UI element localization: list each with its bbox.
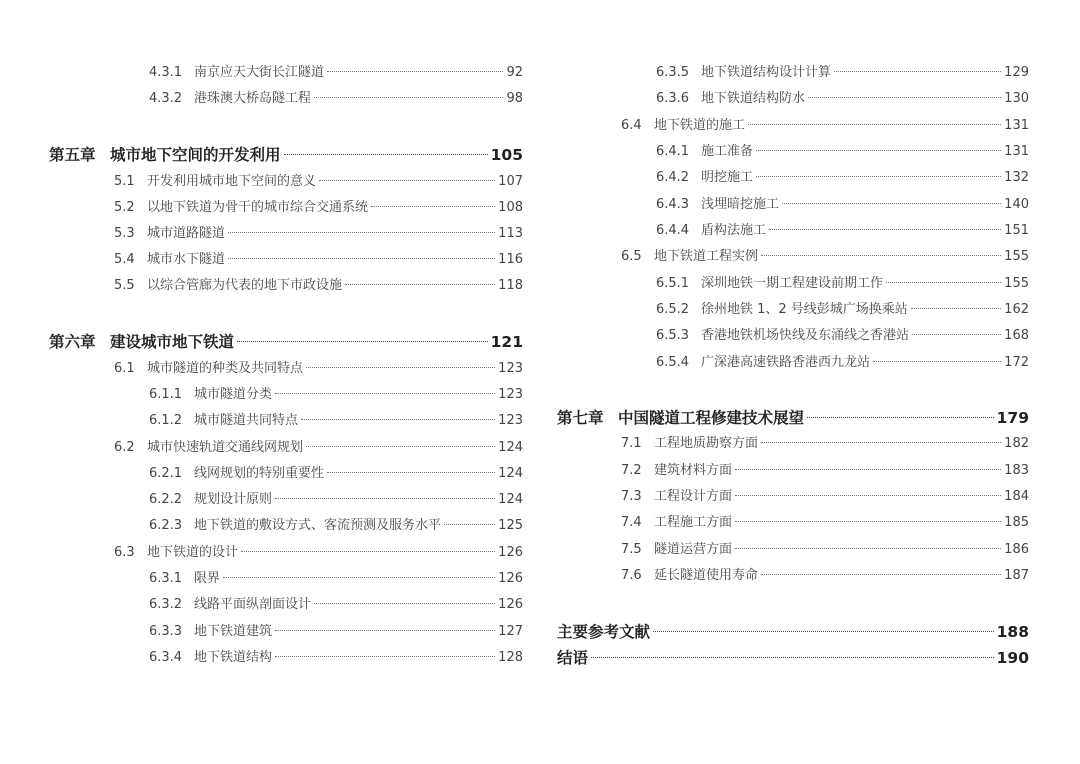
- toc-chapter-entry: [557, 625, 1029, 641]
- toc-entry-number: 6.4.1: [656, 143, 690, 159]
- toc-entry-page: 118: [498, 277, 523, 293]
- dot-leader: [228, 232, 495, 233]
- toc-entry-title: 施工准备: [701, 143, 754, 159]
- toc-entry-number: 6.1: [114, 360, 135, 376]
- toc-entry-page: 105: [490, 146, 523, 164]
- toc-entry: [149, 651, 523, 664]
- toc-entry-number: 6.1.1: [149, 386, 183, 402]
- toc-entry: [656, 92, 1029, 105]
- toc-entry-title: 地下铁道建筑: [194, 623, 273, 639]
- dot-leader: [237, 341, 488, 342]
- dot-leader: [748, 124, 1001, 125]
- toc-entry-title: 明挖施工: [701, 169, 754, 185]
- toc-entry-title: 隧道运营方面: [654, 541, 733, 557]
- toc-right-column: [540, 0, 1080, 764]
- toc-entry-number: 6.4.3: [656, 196, 690, 212]
- toc-entry-page: 123: [498, 360, 523, 376]
- dot-leader: [653, 631, 994, 632]
- toc-entry: [656, 198, 1029, 211]
- toc-entry-page: 140: [1004, 196, 1029, 212]
- dot-leader: [808, 97, 1001, 98]
- dot-leader: [834, 71, 1001, 72]
- dot-leader: [319, 180, 495, 181]
- toc-entry-number: 6.5.4: [656, 354, 690, 370]
- dot-leader: [241, 551, 495, 552]
- toc-chapter-entry: [49, 335, 523, 351]
- toc-entry-title: 限界: [194, 570, 221, 586]
- toc-entry-title: 规划设计原则: [194, 491, 273, 507]
- dot-leader: [275, 656, 495, 657]
- toc-entry-page: 128: [498, 649, 523, 665]
- toc-entry-page: 113: [498, 225, 523, 241]
- toc-entry: [149, 414, 523, 427]
- toc-entry-number: 6.5: [621, 248, 642, 264]
- toc-entry-title: 延长隧道使用寿命: [654, 567, 759, 583]
- toc-entry-page: 123: [498, 386, 523, 402]
- toc-entry-number: 6.1.2: [149, 412, 183, 428]
- toc-entry-page: 126: [498, 544, 523, 560]
- toc-entry-page: 185: [1004, 514, 1029, 530]
- toc-entry-title: 地下铁道的敷设方式、客流预测及服务水平: [194, 517, 442, 533]
- toc-entry-number: 6.3: [114, 544, 135, 560]
- toc-entry-title: 主要参考文献: [557, 623, 651, 641]
- toc-entry-page: 124: [498, 439, 523, 455]
- toc-entry-page: 108: [498, 199, 523, 215]
- toc-entry-title: 徐州地铁 1、2 号线彭城广场换乘站: [701, 301, 908, 317]
- dot-leader: [444, 524, 495, 525]
- toc-entry-page: 151: [1004, 222, 1029, 238]
- dot-leader: [912, 334, 1001, 335]
- toc-entry-title: 工程地质勘察方面: [654, 435, 759, 451]
- toc-entry-title: 地下铁道的施工: [654, 117, 746, 133]
- dot-leader: [301, 419, 495, 420]
- dot-leader: [782, 203, 1001, 204]
- toc-entry: [114, 546, 523, 559]
- toc-entry-number: 7.3: [621, 488, 642, 504]
- toc-entry-page: 184: [1004, 488, 1029, 504]
- toc-entry: [114, 279, 523, 292]
- toc-entry-page: 187: [1004, 567, 1029, 583]
- toc-chapter-entry: [557, 411, 1029, 427]
- toc-entry: [656, 224, 1029, 237]
- toc-entry-number: 6.3.2: [149, 596, 183, 612]
- dot-leader: [756, 150, 1001, 151]
- toc-entry: [149, 598, 523, 611]
- dot-leader: [223, 577, 495, 578]
- toc-entry: [621, 119, 1029, 132]
- toc-entry-page: 190: [996, 649, 1029, 667]
- dot-leader: [228, 258, 495, 259]
- dot-leader: [314, 603, 495, 604]
- toc-entry-page: 186: [1004, 541, 1029, 557]
- toc-entry: [114, 441, 523, 454]
- toc-entry-title: 结语: [557, 649, 589, 667]
- toc-entry-title: 地下铁道工程实例: [654, 248, 759, 264]
- toc-entry-title: 开发利用城市地下空间的意义: [147, 173, 317, 189]
- dot-leader: [886, 282, 1001, 283]
- toc-entry-page: 124: [498, 491, 523, 507]
- toc-entry-title: 城市水下隧道: [147, 251, 226, 267]
- toc-entry-page: 124: [498, 465, 523, 481]
- toc-entry-number: 6.4: [621, 117, 642, 133]
- toc-entry: [621, 543, 1029, 556]
- toc-entry: [656, 145, 1029, 158]
- dot-leader: [371, 206, 495, 207]
- toc-entry-page: 155: [1004, 248, 1029, 264]
- toc-entry-title: 城市隧道的种类及共同特点: [147, 360, 304, 376]
- toc-entry: [149, 66, 523, 79]
- toc-entry-page: 131: [1004, 117, 1029, 133]
- dot-leader: [911, 308, 1001, 309]
- toc-entry-title: 工程设计方面: [654, 488, 733, 504]
- toc-entry-page: 188: [996, 623, 1029, 641]
- toc-entry-title: 工程施工方面: [654, 514, 733, 530]
- toc-entry-title: 香港地铁机场快线及东涌线之香港站: [701, 327, 910, 343]
- dot-leader: [306, 367, 495, 368]
- toc-chapter-entry: [557, 651, 1029, 667]
- toc-entry-title: 建筑材料方面: [654, 462, 733, 478]
- toc-entry-page: 179: [996, 409, 1029, 427]
- toc-entry: [621, 569, 1029, 582]
- dot-leader: [275, 630, 495, 631]
- toc-entry: [656, 171, 1029, 184]
- toc-entry: [114, 227, 523, 240]
- dot-leader: [591, 657, 994, 658]
- toc-entry-number: 7.1: [621, 435, 642, 451]
- toc-entry-number: 6.2.1: [149, 465, 183, 481]
- dot-leader: [345, 284, 495, 285]
- dot-leader: [327, 472, 495, 473]
- toc-entry-title: 港珠澳大桥岛隧工程: [194, 90, 312, 106]
- dot-leader: [761, 255, 1001, 256]
- toc-entry-title: 建设城市地下铁道: [110, 333, 235, 351]
- toc-entry-number: 第六章: [49, 333, 96, 351]
- toc-entry-page: 98: [506, 90, 523, 106]
- dot-leader: [314, 97, 503, 98]
- toc-entry-page: 123: [498, 412, 523, 428]
- toc-entry-title: 中国隧道工程修建技术展望: [618, 409, 805, 427]
- toc-entry-number: 6.3.4: [149, 649, 183, 665]
- toc-entry-number: 5.5: [114, 277, 135, 293]
- toc-entry-title: 地下铁道结构: [194, 649, 273, 665]
- toc-entry-title: 以综合管廊为代表的地下市政设施: [147, 277, 343, 293]
- toc-entry-number: 6.5.1: [656, 275, 690, 291]
- dot-leader: [735, 469, 1001, 470]
- toc-entry-title: 广深港高速铁路香港西九龙站: [701, 354, 871, 370]
- toc-entry-title: 线路平面纵剖面设计: [194, 596, 312, 612]
- toc-entry: [621, 250, 1029, 263]
- toc-entry-number: 6.2.3: [149, 517, 183, 533]
- toc-entry-title: 盾构法施工: [701, 222, 767, 238]
- toc-entry: [621, 490, 1029, 503]
- toc-entry: [149, 572, 523, 585]
- toc-entry-page: 131: [1004, 143, 1029, 159]
- toc-entry: [656, 277, 1029, 290]
- toc-entry-page: 132: [1004, 169, 1029, 185]
- dot-leader: [284, 154, 488, 155]
- dot-leader: [275, 498, 495, 499]
- toc-entry-page: 130: [1004, 90, 1029, 106]
- toc-entry: [114, 201, 523, 214]
- toc-entry-title: 浅埋暗挖施工: [701, 196, 780, 212]
- toc-entry-title: 城市隧道共同特点: [194, 412, 299, 428]
- toc-entry-page: 92: [506, 64, 523, 80]
- dot-leader: [756, 176, 1001, 177]
- toc-entry-page: 126: [498, 570, 523, 586]
- toc-entry-page: 168: [1004, 327, 1029, 343]
- toc-entry-number: 6.5.3: [656, 327, 690, 343]
- toc-entry-page: 129: [1004, 64, 1029, 80]
- toc-entry-number: 6.5.2: [656, 301, 690, 317]
- toc-entry: [149, 92, 523, 105]
- dot-leader: [873, 361, 1001, 362]
- toc-entry: [656, 356, 1029, 369]
- toc-entry: [114, 362, 523, 375]
- dot-leader: [761, 574, 1001, 575]
- dot-leader: [735, 521, 1001, 522]
- dot-leader: [735, 548, 1001, 549]
- toc-entry-number: 5.2: [114, 199, 135, 215]
- toc-entry: [656, 329, 1029, 342]
- toc-entry-title: 南京应天大街长江隧道: [194, 64, 325, 80]
- toc-entry: [149, 493, 523, 506]
- toc-entry-number: 6.2: [114, 439, 135, 455]
- toc-entry: [114, 175, 523, 188]
- toc-entry: [656, 303, 1029, 316]
- toc-entry-title: 地下铁道结构防水: [701, 90, 806, 106]
- toc-entry-page: 183: [1004, 462, 1029, 478]
- toc-entry-number: 5.3: [114, 225, 135, 241]
- toc-entry-number: 6.3.1: [149, 570, 183, 586]
- toc-entry: [621, 437, 1029, 450]
- toc-entry-page: 127: [498, 623, 523, 639]
- toc-entry-number: 第七章: [557, 409, 604, 427]
- toc-entry: [621, 464, 1029, 477]
- toc-entry-title: 城市快速轨道交通线网规划: [147, 439, 304, 455]
- toc-entry-title: 以地下铁道为骨干的城市综合交通系统: [147, 199, 369, 215]
- toc-entry-number: 7.6: [621, 567, 642, 583]
- toc-entry-number: 7.4: [621, 514, 642, 530]
- toc-entry-title: 城市地下空间的开发利用: [110, 146, 281, 164]
- toc-entry-page: 121: [490, 333, 523, 351]
- toc-entry: [621, 516, 1029, 529]
- toc-entry-number: 7.2: [621, 462, 642, 478]
- toc-entry: [149, 519, 523, 532]
- toc-entry-number: 4.3.2: [149, 90, 183, 106]
- toc-entry-page: 182: [1004, 435, 1029, 451]
- toc-entry-number: 6.4.2: [656, 169, 690, 185]
- toc-entry-page: 155: [1004, 275, 1029, 291]
- toc-entry: [149, 388, 523, 401]
- toc-entry: [656, 66, 1029, 79]
- toc-entry-number: 6.4.4: [656, 222, 690, 238]
- toc-chapter-entry: [49, 148, 523, 164]
- toc-entry-page: 162: [1004, 301, 1029, 317]
- toc-entry-title: 城市隧道分类: [194, 386, 273, 402]
- dot-leader: [807, 417, 994, 418]
- toc-entry-number: 第五章: [49, 146, 96, 164]
- dot-leader: [769, 229, 1001, 230]
- toc-entry-page: 172: [1004, 354, 1029, 370]
- toc-entry-number: 6.3.6: [656, 90, 690, 106]
- toc-entry-title: 城市道路隧道: [147, 225, 226, 241]
- toc-entry-title: 地下铁道结构设计计算: [701, 64, 832, 80]
- dot-leader: [327, 71, 503, 72]
- toc-entry: [149, 625, 523, 638]
- toc-entry-number: 6.3.3: [149, 623, 183, 639]
- toc-entry: [149, 467, 523, 480]
- toc-entry-title: 深圳地铁一期工程建设前期工作: [701, 275, 884, 291]
- toc-entry-number: 6.3.5: [656, 64, 690, 80]
- toc-entry-page: 125: [498, 517, 523, 533]
- toc-entry-page: 126: [498, 596, 523, 612]
- toc-entry: [114, 253, 523, 266]
- dot-leader: [735, 495, 1001, 496]
- toc-entry-number: 6.2.2: [149, 491, 183, 507]
- toc-entry-page: 107: [498, 173, 523, 189]
- dot-leader: [306, 446, 495, 447]
- toc-entry-title: 线网规划的特别重要性: [194, 465, 325, 481]
- toc-entry-page: 116: [498, 251, 523, 267]
- toc-entry-title: 地下铁道的设计: [147, 544, 239, 560]
- toc-entry-number: 5.1: [114, 173, 135, 189]
- toc-entry-number: 7.5: [621, 541, 642, 557]
- dot-leader: [761, 442, 1001, 443]
- toc-entry-number: 4.3.1: [149, 64, 183, 80]
- dot-leader: [275, 393, 495, 394]
- toc-entry-number: 5.4: [114, 251, 135, 267]
